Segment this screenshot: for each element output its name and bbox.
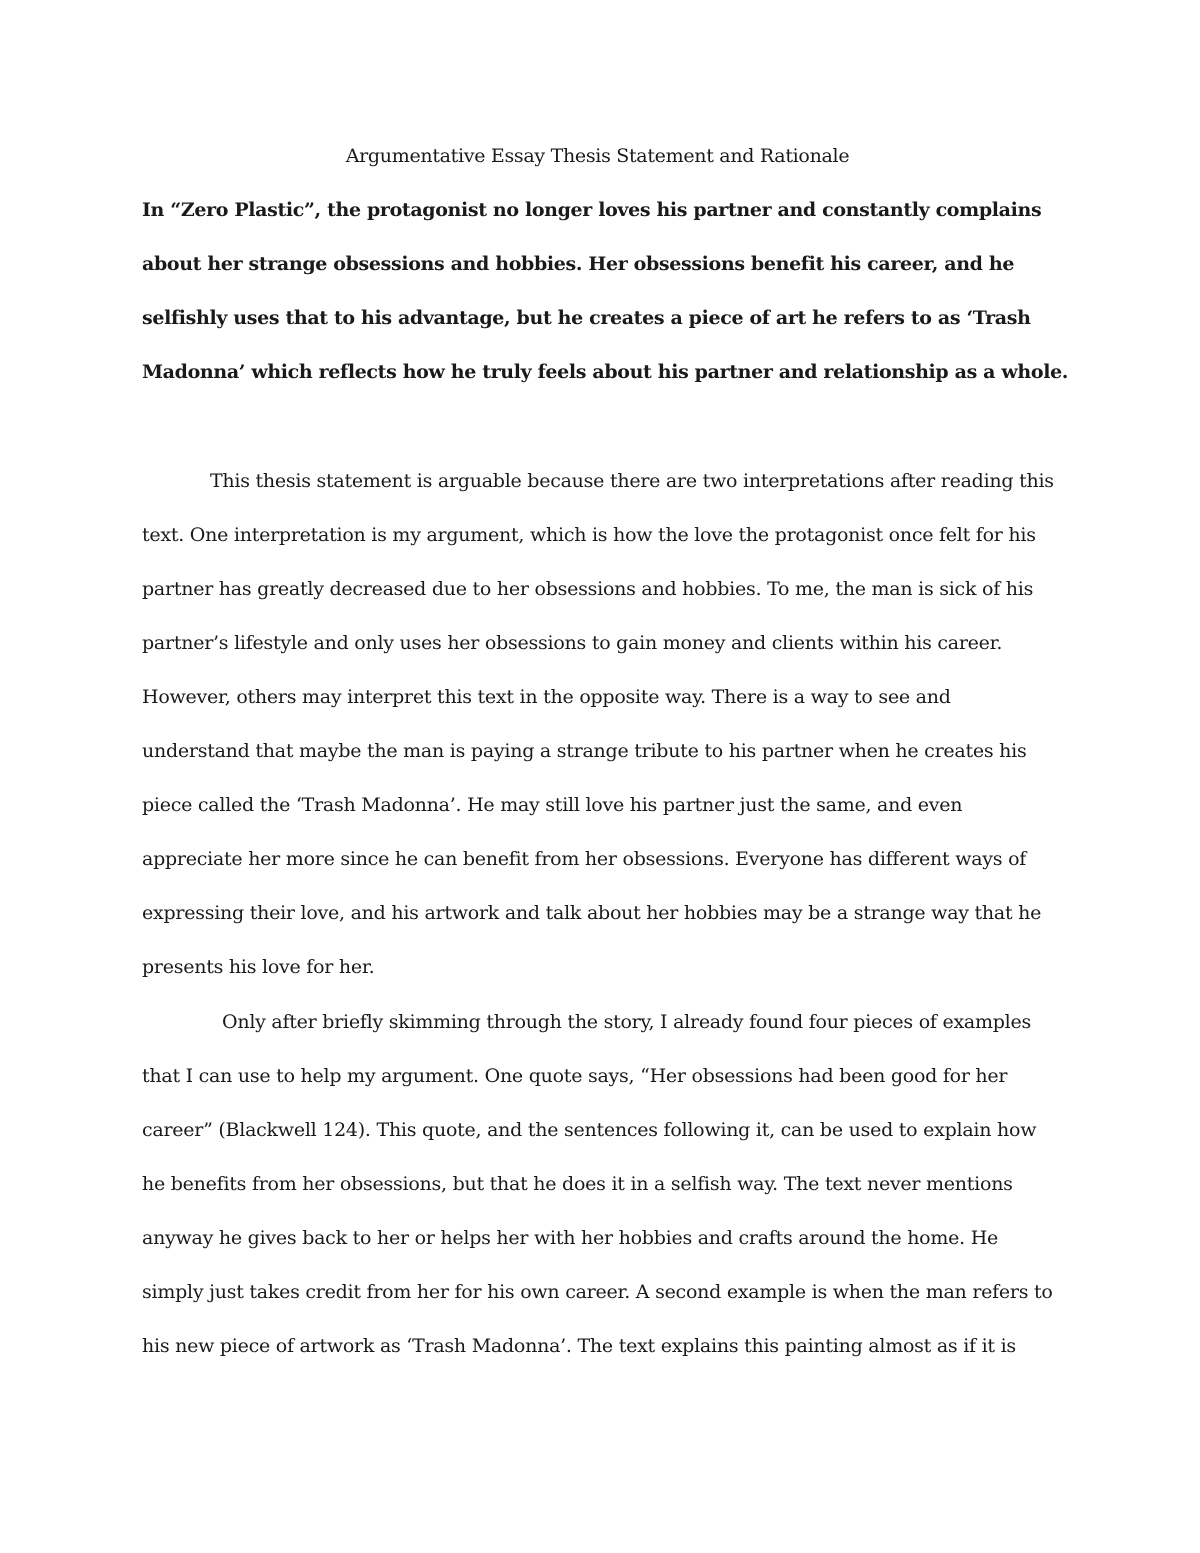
paragraph-line: presents his love for her. [142, 956, 375, 978]
thesis-line: Madonna’ which reflects how he truly feels about his partner and relationship as a whole. [142, 361, 1069, 383]
thesis-line: In “Zero Plastic”, the protagonist no longer loves his partner and constantly complains [142, 199, 1042, 221]
paragraph-line: simply just takes credit from her for his own career. A second example is when the man refers to [142, 1281, 1053, 1303]
paragraph-line: partner’s lifestyle and only uses her obsessions to gain money and clients within his career. [142, 632, 1003, 654]
paragraph-line: text. One interpretation is my argument, which is how the love the protagonist once felt for his [142, 524, 1036, 546]
paragraph-line: he benefits from her obsessions, but that he does it in a selfish way. The text never mentions [142, 1173, 1013, 1195]
paragraph-line: partner has greatly decreased due to her obsessions and hobbies. To me, the man is sick of his [142, 578, 1034, 600]
thesis-line: about her strange obsessions and hobbies. Her obsessions benefit his career, and he [142, 253, 1015, 275]
paragraph-line: career” (Blackwell 124). This quote, and the sentences following it, can be used to explain how [142, 1119, 1037, 1141]
paragraph-line: that I can use to help my argument. One quote says, “Her obsessions had been good for her [142, 1065, 1008, 1087]
paragraph-line: understand that maybe the man is paying a strange tribute to his partner when he creates his [142, 740, 1027, 762]
paragraph-line: anyway he gives back to her or helps her with her hobbies and crafts around the home. He [142, 1227, 999, 1249]
paragraph-line: appreciate her more since he can benefit from her obsessions. Everyone has different ways of [142, 848, 1027, 870]
paragraph-line: Only after briefly skimming through the story, I already found four pieces of examples [222, 1011, 1032, 1033]
paragraph-line: his new piece of artwork as ‘Trash Madonna’. The text explains this painting almost as if it is [142, 1335, 1016, 1357]
paragraph-line: expressing their love, and his artwork and talk about her hobbies may be a strange way that he [142, 902, 1042, 924]
thesis-line: selfishly uses that to his advantage, but he creates a piece of art he refers to as ‘Trash [142, 307, 1031, 329]
paragraph-line: piece called the ‘Trash Madonna’. He may still love his partner just the same, and even [142, 794, 963, 816]
paragraph-line: This thesis statement is arguable because there are two interpretations after reading this [210, 470, 1054, 492]
document-title: Argumentative Essay Thesis Statement and Rationale [345, 145, 850, 167]
paragraph-line: However, others may interpret this text in the opposite way. There is a way to see and [142, 686, 951, 708]
